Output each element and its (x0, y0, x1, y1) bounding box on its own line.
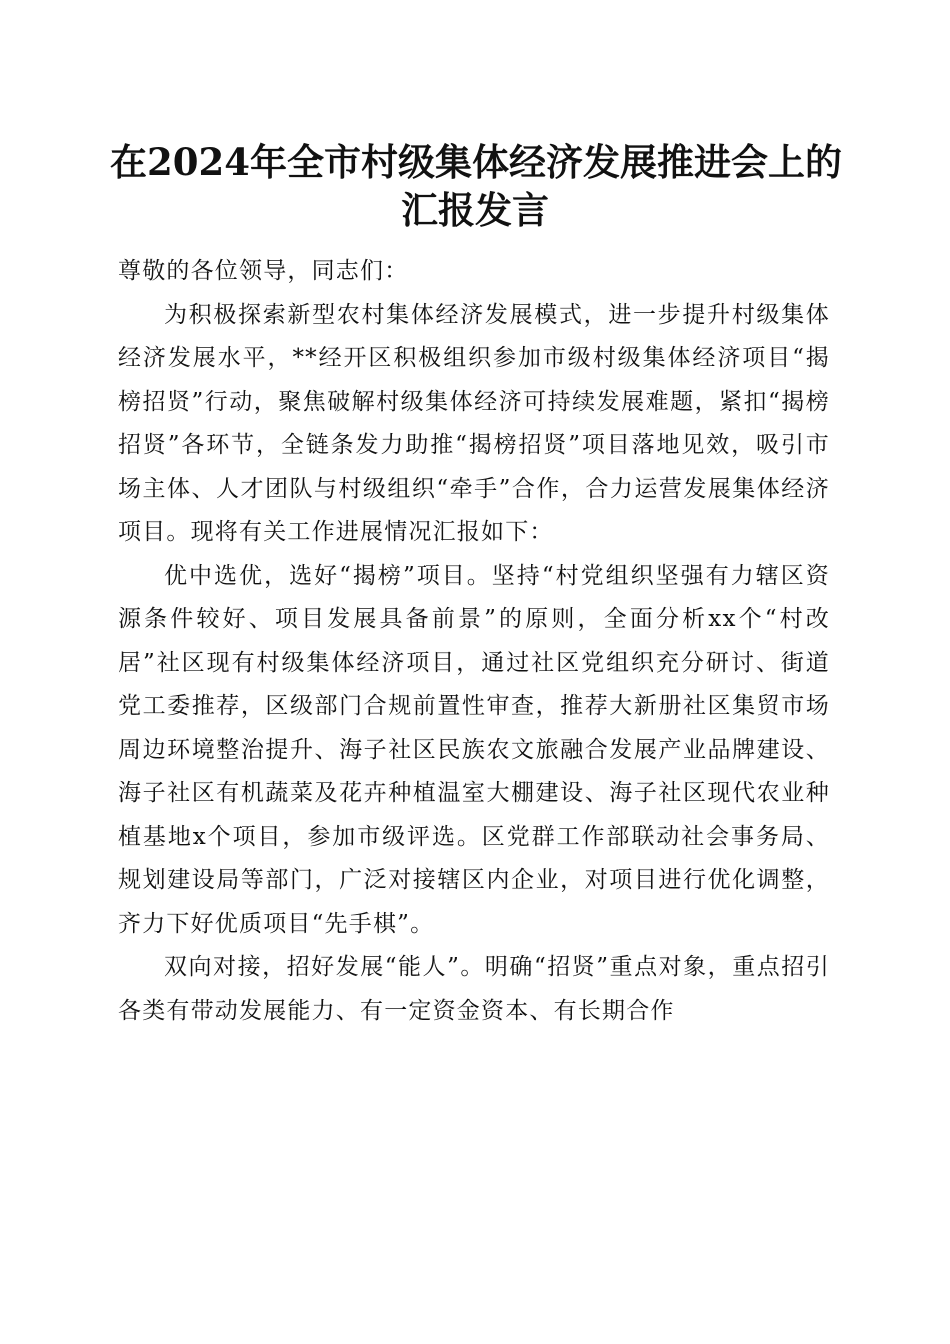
title-line-2: 汇报发言 (401, 188, 549, 232)
paragraph-talent-matching: 双向对接，招好发展“能人”。明确“招贤”重点对象，重点招引各类有带动发展能力、有一定资金资本、有长期合作 (118, 954, 830, 1024)
paragraph-project-selection: 优中选优，选好“揭榜”项目。坚持“村党组织坚强有力辖区资源条件较好、项目发展具备前景”的原则，全面分析xx个“村改居”社区现有村级集体经济项目，通过社区党组织充分研讨、街道党工委推荐，区级部门合规前置性审查，推荐大新册社区集贸市场周边环境整治提升、海子社区民族农文旅融合发展产业品牌建设、海子社区有机蔬菜及花卉种植温室大棚建设、海子社区现代农业种植基地x个项目，参加市级评选。区党群工作部联动社会事务局、规划建设局等部门，广泛对接辖区内企业，对项目进行优化调整，齐力下好优质项目“先手棋”。 (118, 562, 830, 937)
document-body (118, 250, 830, 1033)
document-title (110, 138, 840, 234)
title-line-1: 在2024年全市村级集体经济发展推进会上的 (110, 140, 842, 184)
paragraph-intro: 为积极探索新型农村集体经济发展模式，进一步提升村级集体经济发展水平，**经开区积极组织参加市级村级集体经济项目“揭榜招贤”行动，聚焦破解村级集体经济可持续发展难题，紧扣“揭榜招贤”各环节，全链条发力助推“揭榜招贤”项目落地见效，吸引市场主体、人才团队与村级组织“牵手”合作，合力运营发展集体经济项目。现将有关工作进展情况汇报如下： (118, 301, 830, 545)
salutation: 尊敬的各位领导，同志们： (118, 258, 409, 284)
